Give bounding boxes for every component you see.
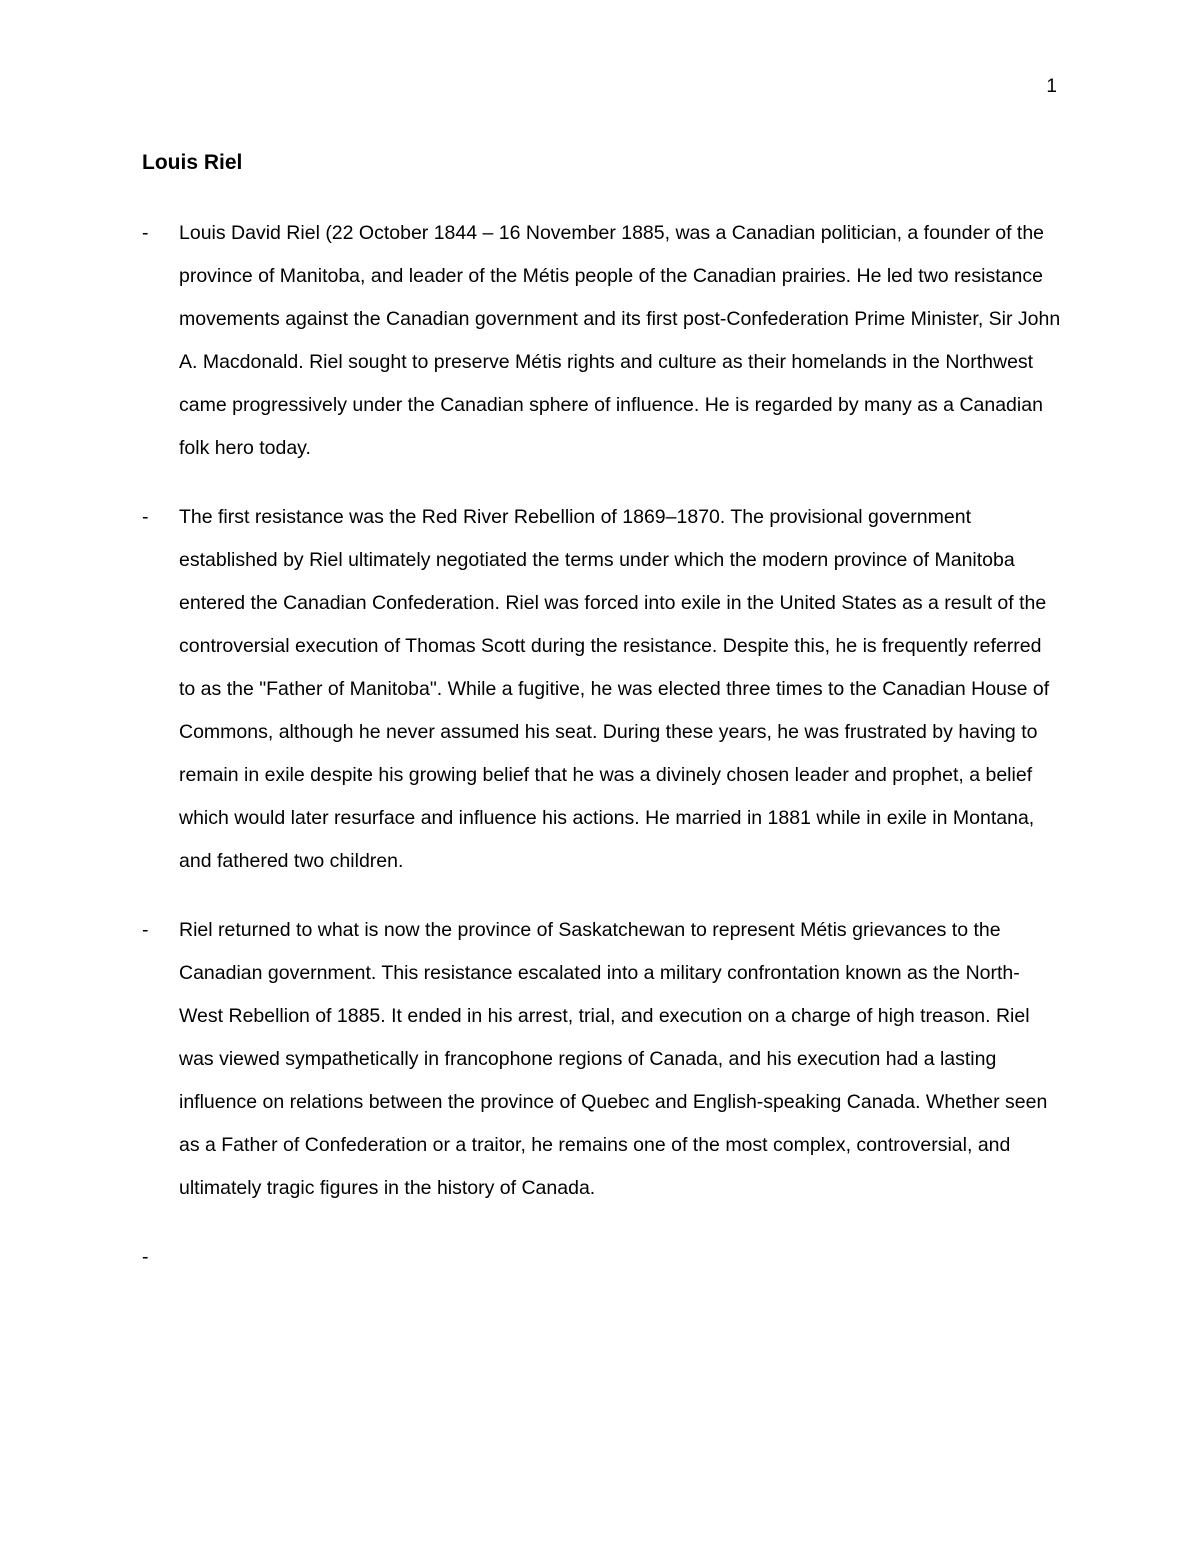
bullet-list — [142, 212, 1062, 1305]
bullet-item — [142, 909, 1062, 1210]
page-number: 1 — [1046, 76, 1057, 97]
bullet-dash: - — [142, 222, 149, 244]
bullet-item-empty — [142, 1236, 1062, 1279]
bullet-item — [142, 212, 1062, 470]
bullet-item — [142, 496, 1062, 883]
bullet-text — [179, 1236, 1062, 1279]
bullet-dash: - — [142, 919, 149, 941]
bullet-dash: - — [142, 506, 149, 528]
bullet-text: Louis David Riel (22 October 1844 – 16 November 1885, was a Canadian politician, a founder of the province of Manitoba, and leader of the Métis people of the Canadian prairies. He led two resistance movements against the Canadian government and its first post-Confederation Prime Minister, Sir John A. Macdonald. Riel sought to preserve Métis rights and culture as their homelands in the Northwest came progressively under the Canadian sphere of influence. He is regarded by many as a Canadian folk hero today. — [179, 222, 1061, 459]
bullet-dash: - — [142, 1246, 149, 1268]
document-title: Louis Riel — [142, 151, 243, 174]
bullet-text: Riel returned to what is now the province of Saskatchewan to represent Métis grievances to the Canadian government. This resistance escalated into a military confrontation known as the North-West Rebellion of 1885. It ended in his arrest, trial, and execution on a charge of high treason. Riel was viewed sympathetically in francophone regions of Canada, and his execution had a lasting influence on relations between the province of Quebec and English-speaking Canada. Whether seen as a Father of Confederation or a traitor, he remains one of the most complex, controversial, and ultimately tragic figures in the history of Canada. — [179, 919, 1048, 1199]
bullet-text: The first resistance was the Red River Rebellion of 1869–1870. The provisional government established by Riel ultimately negotiated the terms under which the modern province of Manitoba entered the Canadian Confederation. Riel was forced into exile in the United States as a result of the controversial execution of Thomas Scott during the resistance. Despite this, he is frequently referred to as the "Father of Manitoba". While a fugitive, he was elected three times to the Canadian House of Commons, although he never assumed his seat. During these years, he was frustrated by having to remain in exile despite his growing belief that he was a divinely chosen leader and prophet, a belief which would later resurface and influence his actions. He married in 1881 while in exile in Montana, and fathered two children. — [179, 506, 1050, 872]
